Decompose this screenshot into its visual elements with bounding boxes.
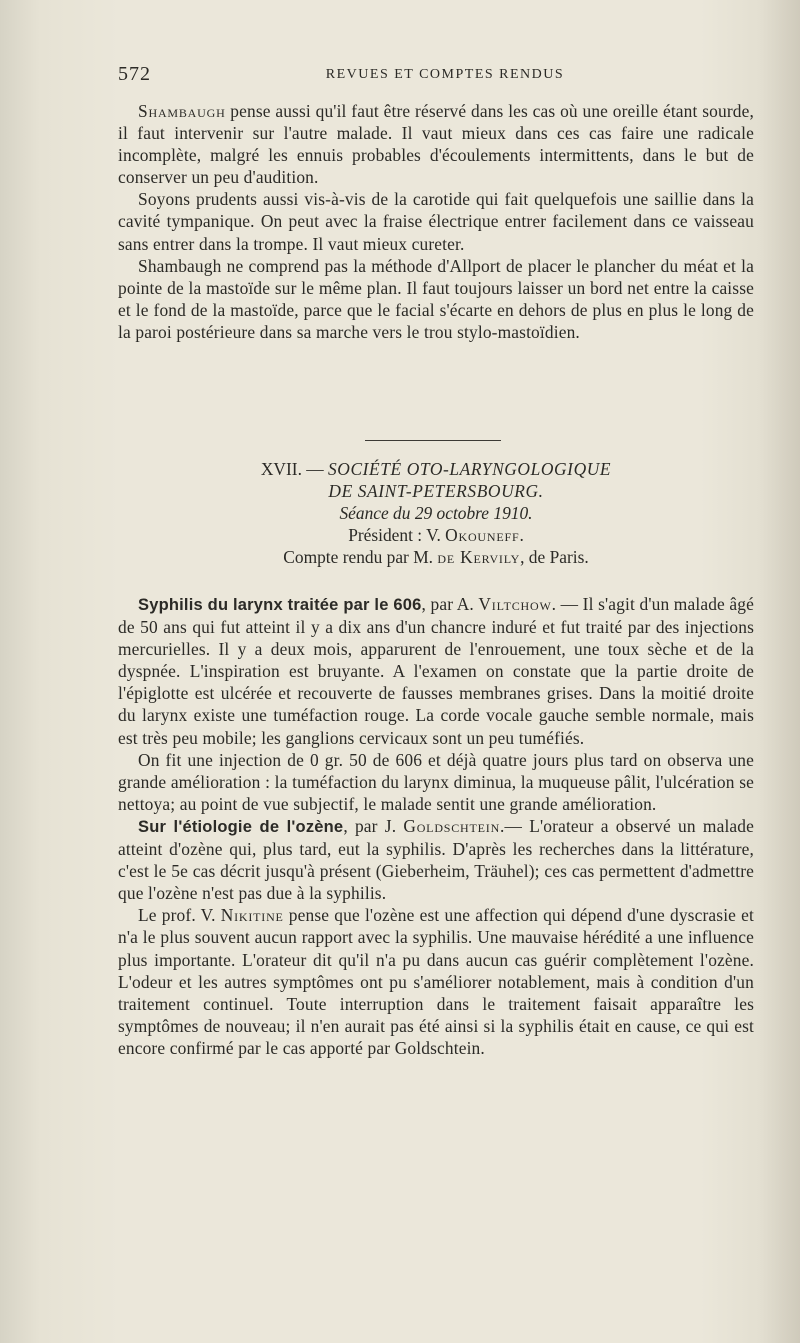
article-paragraph: Sur l'étiologie de l'ozène, par J. Goldschtein.— L'orateur a observé un malade atteint d'ozène qui, plus tard, eut la syphilis. D'après les recherches dans la littérature, c'est le 5e cas décrit jusqu'à présent (Gieberheim, Träuhel); ces cas permettent d'admettre que l'ozène n'est pas due à la syphilis. — [118, 815, 755, 904]
society-name: SOCIÉTÉ OTO-LARYNGOLOGIQUE — [328, 459, 612, 479]
society-location: DE SAINT-PETERSBOURG. — [328, 481, 544, 501]
article-text: pense que l'ozène est une affection qui dépend d'une dyscrasie et n'a le plus souvent aucun rapport avec la syphilis. Une mauvaise hérédité a une influence plus importante. L'orateur dit qu'il n'a pu dans aucun cas guérir complètement l'ozène. L'odeur et les autres symptômes ont pu s'améliorer notablement, mais à condition d'un traitement continuel. Toute interruption dans le traitement faisait apparaître les symptômes de nouveau; il n'en aurait pas été ainsi si la syphilis était en cause, ce qui est encore confirmé par le cas apporté par Goldschtein. — [118, 905, 755, 1058]
article-text: . — Il s'agit d'un malade âgé de 50 ans qui fut atteint il y a dix ans d'un chancre induré et fut traité par des injections mercurielles. Il y a deux mois, apparurent de l'enrouement, une toux sèche et de la dyspnée. L'inspiration est bruyante. A l'examen on constate que la partie droite de l'épiglotte est ulcérée et recouverte de fausses membranes grises. Dans la moitié droite du larynx existe une tuméfaction rouge. La corde vocale gauche semble normale, mais est très peu mobile; les ganglions cervicaux sont un peu tuméfiés. — [118, 594, 754, 748]
compte-rendu: Compte rendu par M. de Kervily, de Paris. — [283, 547, 589, 567]
running-title: REVUES ET COMPTES RENDUS — [325, 67, 565, 82]
paragraph-text: pense aussi qu'il faut être réservé dans les cas où une oreille étant sourde, il faut intervenir sur l'autre malade. Il vaut mieux dans ces cas faire une radicale incomplète, malgré les ennuis probables d'écoulements intermittents, dans le but de conserver un peu d'audition. — [118, 101, 754, 188]
article-paragraph: On fit une injection de 0 gr. 50 de 606 et déjà quatre jours plus tard on observa une grande amélioration : la tuméfaction du larynx diminua, la muqueuse pâlit, l'ulcération se nettoya; au point de vue subjectif, le malade sentit une grande amélioration. — [118, 749, 754, 814]
president: Président : V. Okouneff. — [348, 525, 524, 545]
page-number: 572 — [118, 63, 151, 85]
paragraph: Soyons prudents aussi vis-à-vis de la carotide qui fait quelquefois une saillie dans la cavité tympanique. On peut avec la fraise électrique entrer facilement dans ce vaisseau sans entrer dans la trompe. Il vaut mieux cureter. — [118, 189, 754, 254]
page-header — [118, 63, 752, 87]
article-paragraph: Le prof. V. Nikitine pense que l'ozène est une affection qui dépend d'une dyscrasie et n'a le plus souvent aucun rapport avec la syphilis. Une mauvaise hérédité a une influence plus importante. L'orateur dit qu'il n'a pu dans aucun cas guérir complètement l'ozène. L'odeur et les autres symptômes ont pu s'améliorer notablement, mais à condition d'un traitement continuel. Toute interruption dans le traitement faisait apparaître les symptômes de nouveau; il n'en aurait pas été ainsi si la syphilis était en cause, ce qui est encore confirmé par le cas apporté par Goldschtein. — [118, 905, 755, 1058]
article-author: Goldschtein — [403, 815, 501, 836]
article-title: Syphilis du larynx traitée par le 606 — [138, 596, 422, 614]
seance-date: Séance du 29 octobre 1910. — [339, 503, 533, 523]
author-name: Shambaugh — [138, 101, 226, 121]
top-text-block — [118, 100, 754, 343]
article-author: Nikitine — [220, 905, 284, 926]
articles-block — [118, 593, 754, 1059]
article-author: Viltchow — [478, 594, 552, 614]
article-text: .— L'orateur a observé un malade atteint d'ozène qui, plus tard, eut la syphilis. D'après les recherches dans la littérature, c'est le 5e cas décrit jusqu'à présent (Gieberheim, Träuhel); ces cas permettent d'admettre que l'ozène n'est pas due à la syphilis. — [118, 815, 755, 904]
paragraph — [118, 100, 754, 188]
paragraph: Shambaugh ne comprend pas la méthode d'Allport de placer le plancher du méat et la pointe de la mastoïde sur le même plan. Il faut toujours laisser un bord net entre la caisse et le fond de la mastoïde, parce que le facial s'écarte en dehors de plus en plus le long de la paroi postérieure dans sa marche vers le trou stylo-mastoïdien. — [118, 255, 754, 342]
section-divider — [365, 440, 501, 441]
section-number: XVII. — — [260, 459, 329, 479]
article-paragraph: Syphilis du larynx traitée par le 606, par A. Viltchow. — Il s'agit d'un malade âgé de 50 ans qui fut atteint il y a dix ans d'un chancre induré et fut traité par des injections mercurielles. Il y a deux mois, apparurent de l'enrouement, une toux sèche et de la dyspnée. L'inspiration est bruyante. A l'examen on constate que la partie droite de l'épiglotte est ulcérée et recouverte de fausses membranes grises. Dans la moitié droite du larynx existe une tuméfaction rouge. La corde vocale gauche semble normale, mais est très peu mobile; les ganglions cervicaux sont un peu tuméfiés. — [118, 594, 754, 748]
section-heading — [118, 458, 754, 568]
section-title — [118, 458, 754, 480]
article-title: Sur l'étiologie de l'ozène — [138, 817, 344, 836]
